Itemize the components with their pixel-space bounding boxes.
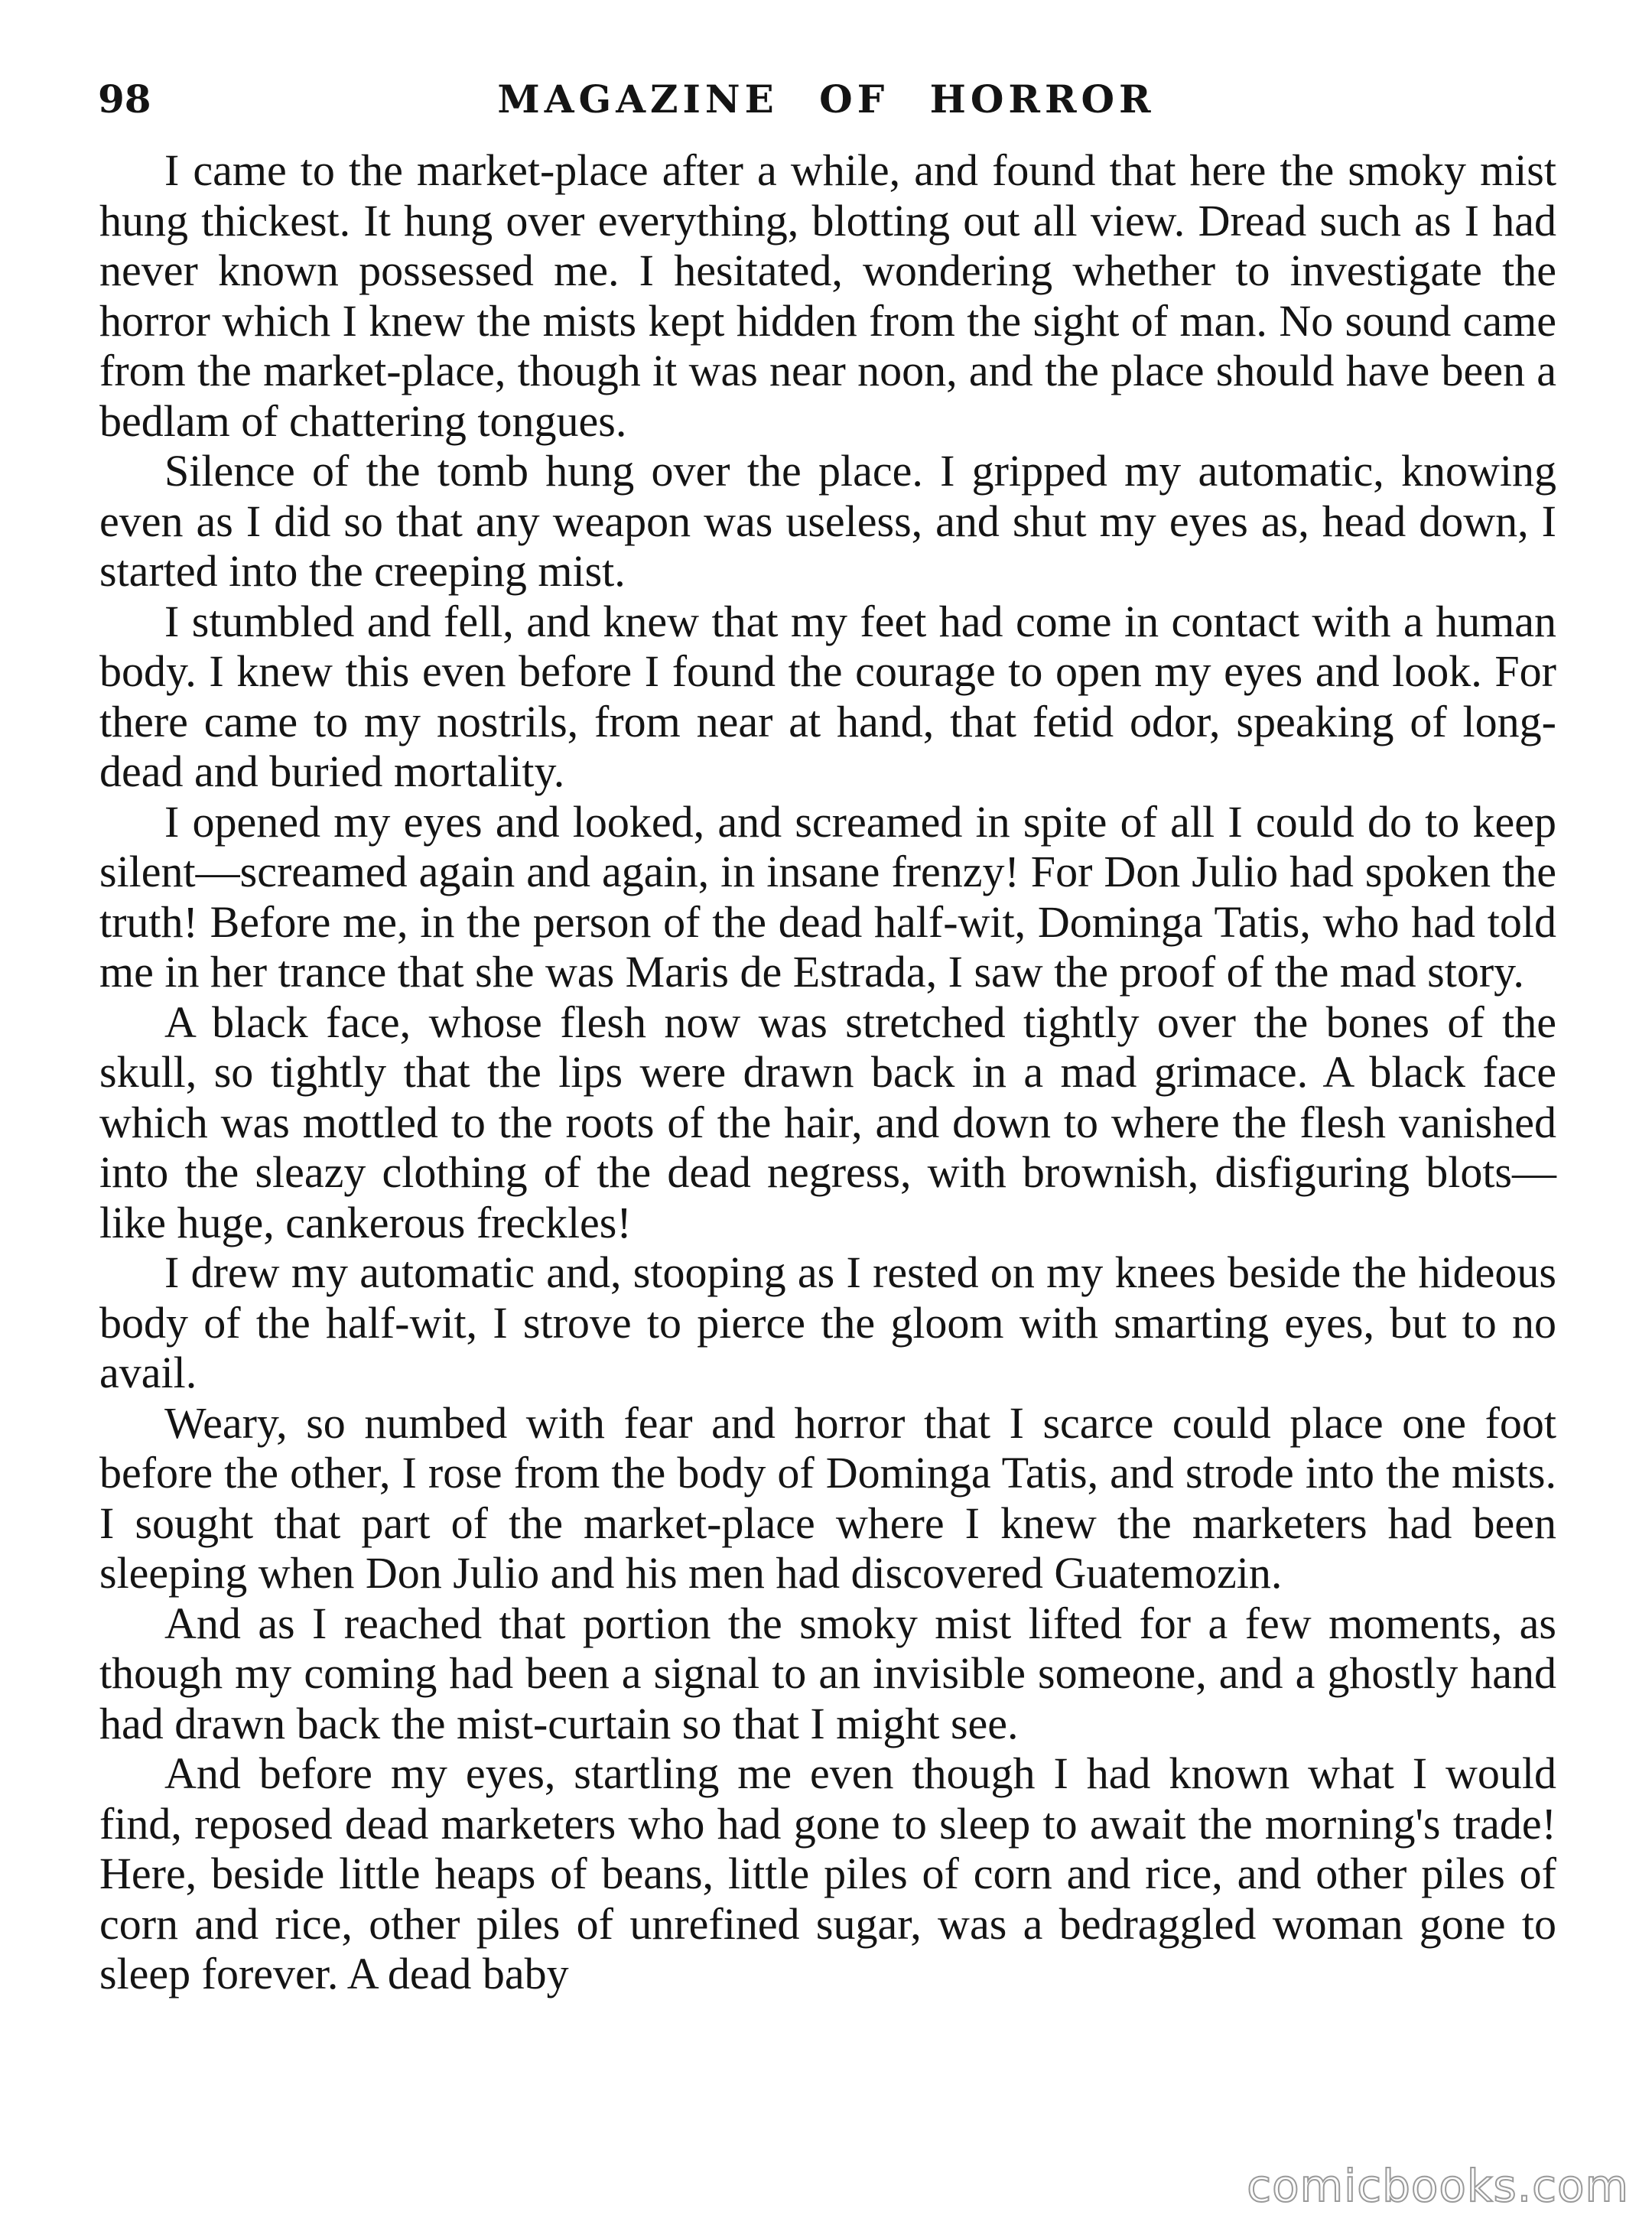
- page-header: [98, 73, 1555, 126]
- paragraph: I drew my automatic and, stooping as I rested on my knees beside the hideous body of the half-wit, I strove to pierce the gloom with smarting eyes, but to no avail.: [99, 1247, 1556, 1397]
- watermark: comicbooks.com: [1247, 2160, 1629, 2212]
- paragraph: Weary, so numbed with fear and horror that I scarce could place one foot before the other, I rose from the body of Dominga Tatis, and strode into the mists. I sought that part of the market-place where I knew the marketers had been sleeping when Don Julio and his men had discovered Guatemozin.: [99, 1397, 1556, 1598]
- page-number: 98: [98, 76, 151, 122]
- running-title: MAGAZINE OF HORROR: [497, 76, 1156, 122]
- paragraph: Silence of the tomb hung over the place. I gripped my automatic, knowing even as I did so that any weapon was useless, and shut my eyes as, head down, I started into the creeping mist.: [99, 446, 1556, 596]
- paragraph: A black face, whose flesh now was stretched tightly over the bones of the skull, so tightly that the lips were drawn back in a mad grimace. A black face which was mottled to the roots of the hair, and down to where the flesh vanished into the sleazy clothing of the dead negress, with brownish, disfiguring blots—like huge, cankerous freckles!: [99, 997, 1556, 1247]
- paragraph: I opened my eyes and looked, and screamed in spite of all I could do to keep silent—screamed again and again, in insane frenzy! For Don Julio had spoken the truth! Before me, in the person of the dead half-wit, Dominga Tatis, who had told me in her trance that she was Maris de Estrada, I saw the proof of the mad story.: [99, 796, 1556, 997]
- paragraph: I came to the market-place after a while, and found that here the smoky mist hung thickest. It hung over everything, blotting out all view. Dread such as I had never known possessed me. I hesitated, wondering whether to investigate the horror which I knew the mists kept hidden from the sight of man. No sound came from the market-place, though it was near noon, and the place should have been a bedlam of chattering tongues.: [99, 145, 1556, 446]
- paragraph: I stumbled and fell, and knew that my feet had come in contact with a human body. I knew this even before I found the courage to open my eyes and look. For there came to my nostrils, from near at hand, that fetid odor, speaking of long-dead and buried mortality.: [99, 596, 1556, 796]
- story-text: [99, 145, 1556, 1999]
- paragraph: And before my eyes, startling me even though I had known what I would find, reposed dead marketers who had gone to sleep to await the morning's trade! Here, beside little heaps of beans, little piles of corn and rice, and other piles of corn and rice, other piles of unrefined sugar, was a bedraggled woman gone to sleep forever. A dead baby: [99, 1748, 1556, 1998]
- paragraph: And as I reached that portion the smoky mist lifted for a few moments, as though my coming had been a signal to an invisible someone, and a ghostly hand had drawn back the mist-curtain so that I might see.: [99, 1598, 1556, 1748]
